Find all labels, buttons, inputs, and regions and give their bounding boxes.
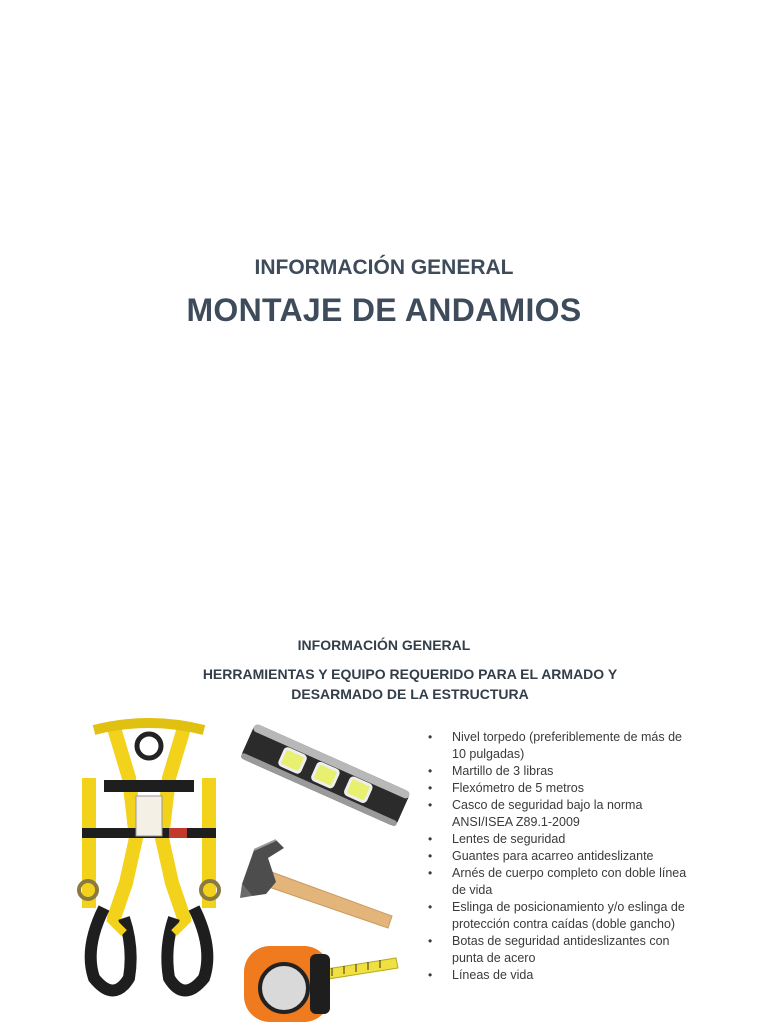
tools-list	[428, 729, 690, 984]
list-item: • Líneas de vida	[428, 967, 690, 984]
safety-harness-image	[74, 718, 224, 1008]
list-item: • Eslinga de posicionamiento y/o eslinga de protección contra caídas (doble gancho)	[428, 899, 690, 933]
list-item: • Flexómetro de 5 metros	[428, 780, 690, 797]
list-item: • Arnés de cuerpo completo con doble línea de vida	[428, 865, 690, 899]
list-item: • Casco de seguridad bajo la norma ANSI/ISEA Z89.1-2009	[428, 797, 690, 831]
cover-kicker: INFORMACIÓN GENERAL	[254, 256, 514, 279]
list-item: • Nivel torpedo (preferiblemente de más de 10 pulgadas)	[428, 729, 690, 763]
list-item: • Martillo de 3 libras	[428, 763, 690, 780]
torpedo-level-image	[236, 720, 414, 832]
section-kicker: INFORMACIÓN GENERAL	[297, 637, 471, 653]
section-title: HERRAMIENTAS Y EQUIPO REQUERIDO PARA EL ARMADO Y DESARMADO DE LA ESTRUCTURA	[202, 666, 618, 702]
cover-title: MONTAJE DE ANDAMIOS	[186, 292, 582, 328]
tape-measure-image	[240, 940, 400, 1022]
list-item: • Lentes de seguridad	[428, 831, 690, 848]
claw-hammer-image	[232, 836, 400, 932]
list-item: • Guantes para acarreo antideslizante	[428, 848, 690, 865]
list-item: • Botas de seguridad antideslizantes con punta de acero	[428, 933, 690, 967]
